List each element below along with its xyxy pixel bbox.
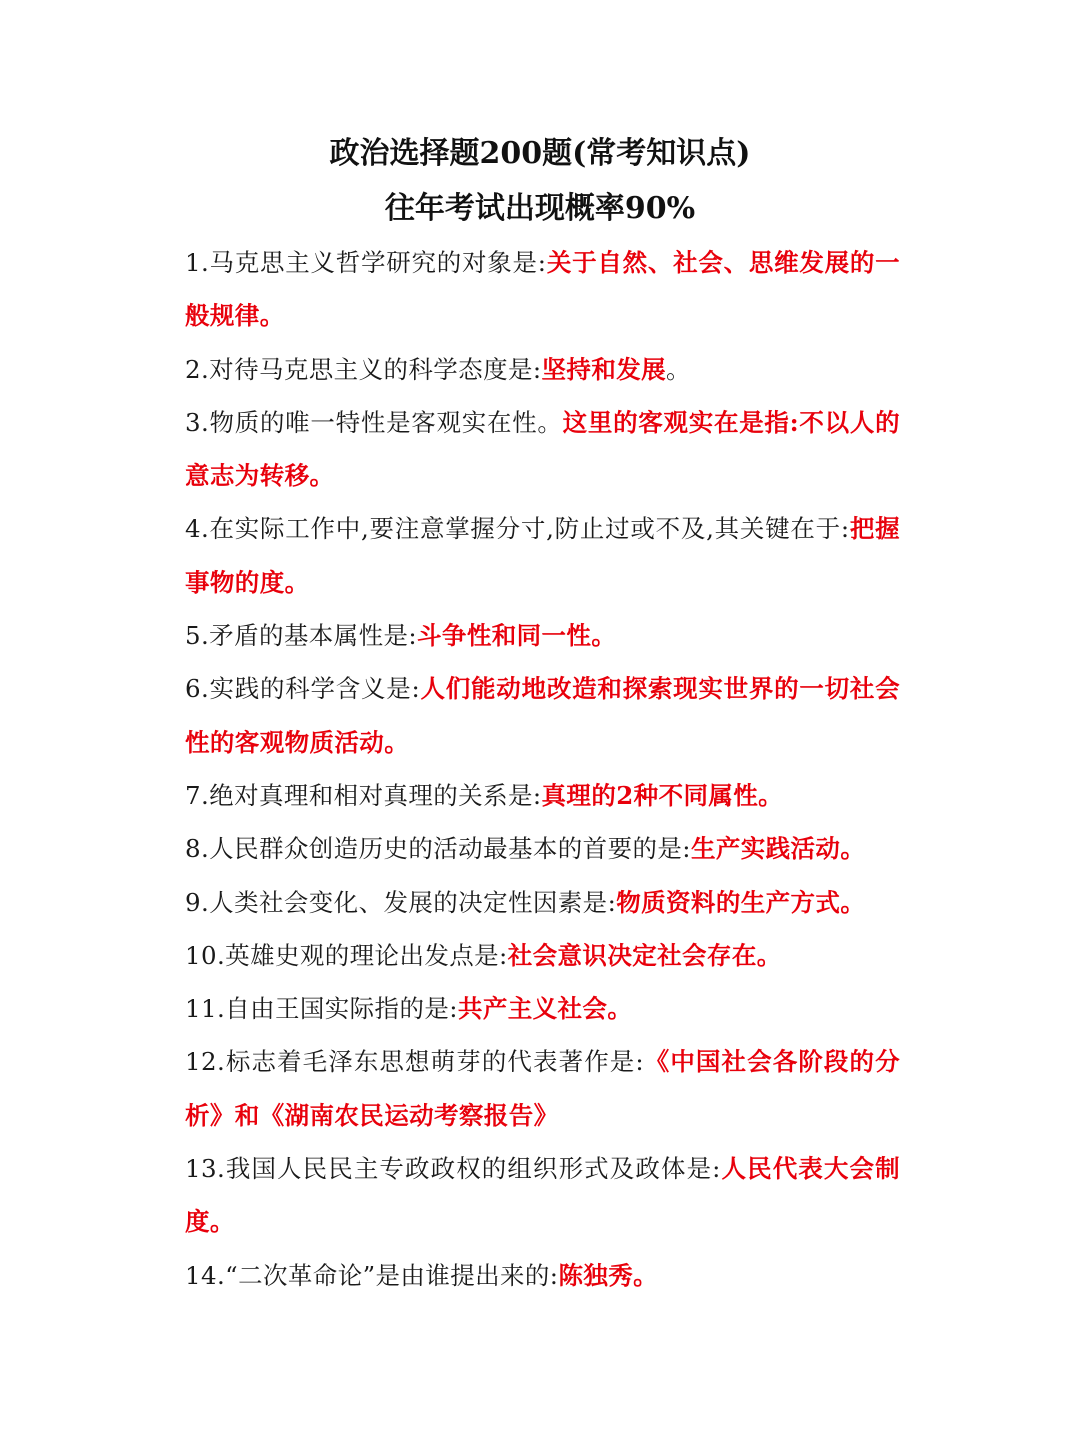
- question-item-4: [185, 502, 900, 609]
- question-text: 1.马克思主义哲学研究的对象是:: [185, 248, 547, 277]
- question-item-10: [185, 929, 900, 982]
- document-title: 政治选择题200题(常考知识点): [329, 136, 751, 171]
- question-text: 6.实践的科学含义是:: [185, 674, 421, 704]
- question-list: [185, 236, 900, 1302]
- answer-text: 物质资料的生产方式。: [616, 887, 866, 917]
- question-text: 2.对待马克思主义的科学态度是:: [185, 354, 542, 384]
- question-text: 12.标志着毛泽东思想萌芽的代表著作是:: [185, 1047, 645, 1077]
- question-text: 8.人民群众创造历史的活动最基本的首要的是:: [185, 834, 691, 864]
- answer-text: 人们能动地改造和探索现实世界的一切社会性的客观物质活动。: [185, 674, 900, 757]
- question-text: 7.绝对真理和相对真理的关系是:: [185, 780, 542, 810]
- question-item-2: [185, 343, 900, 396]
- question-text: 14.“二次革命论”是由谁提出来的:: [185, 1260, 559, 1290]
- answer-text: 《中国社会各阶段的分析》和《湖南农民运动考察报告》: [185, 1047, 901, 1130]
- question-text: 3.物质的唯一特性是客观实在性。: [185, 407, 563, 437]
- answer-text: 社会意识决定社会存在。: [507, 940, 782, 970]
- question-item-12: [185, 1035, 900, 1142]
- question-item-13: [185, 1142, 900, 1249]
- document-subtitle: 往年考试出现概率90%: [384, 191, 696, 226]
- question-item-5: [185, 609, 900, 662]
- answer-text: 关于自然、社会、思维发展的一般规律。: [185, 248, 900, 331]
- answer-text: 生产实践活动。: [690, 834, 866, 864]
- answer-text: 陈独秀。: [558, 1260, 659, 1290]
- question-text: 4.在实际工作中,要注意掌握分寸,防止过或不及,其关键在于:: [185, 514, 850, 544]
- question-item-1: [185, 236, 900, 343]
- answer-text: 把握事物的度。: [185, 514, 900, 597]
- answer-text: 真理的2种不同属性。: [541, 780, 784, 810]
- answer-text: 斗争性和同一性。: [417, 621, 617, 651]
- question-item-9: [185, 876, 900, 929]
- question-item-7: [185, 769, 900, 822]
- answer-text: 坚持和发展: [541, 354, 667, 384]
- question-item-11: [185, 982, 900, 1035]
- question-item-3: [185, 396, 900, 503]
- answer-text: 人民代表大会制度。: [185, 1154, 900, 1237]
- question-item-6: [185, 662, 900, 769]
- question-text: 10.英雄史观的理论出发点是:: [185, 940, 508, 970]
- answer-text: 共产主义社会。: [457, 994, 633, 1024]
- question-item-8: [185, 822, 900, 875]
- question-text: 9.人类社会变化、发展的决定性因素是:: [185, 887, 617, 917]
- answer-text: 这里的客观实在是指:不以人的意志为转移。: [185, 407, 900, 491]
- question-text: 13.我国人民民主专政政权的组织形式及政体是:: [185, 1154, 721, 1184]
- question-text: 5.矛盾的基本属性是:: [185, 621, 418, 651]
- question-item-14: [185, 1249, 900, 1302]
- answer-tail: 。: [666, 354, 691, 384]
- question-text: 11.自由王国实际指的是:: [185, 994, 458, 1024]
